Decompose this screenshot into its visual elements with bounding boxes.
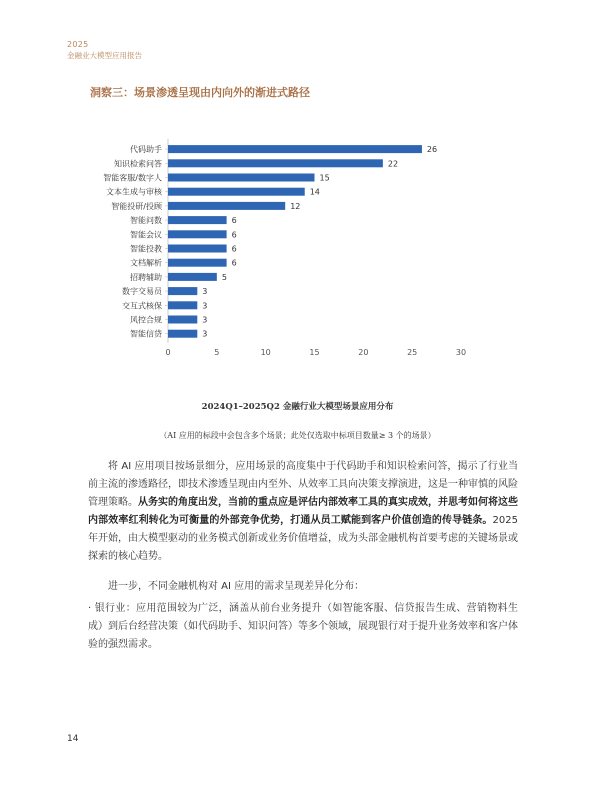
bar bbox=[168, 330, 197, 338]
data-label: 5 bbox=[221, 272, 227, 282]
report-year: 2025 bbox=[67, 40, 89, 49]
category-label: 智能投教 bbox=[130, 244, 162, 254]
category-label: 代码助手 bbox=[130, 145, 162, 155]
p1-bold-text: 从务实的角度出发，当前的重点应是评估内部效率工具的真实成效，并思考如何将这些内部效率红利转化为可衡量的外部竞争优势，打通从员工赋能到客户价值创造的传导链条。 bbox=[88, 497, 518, 526]
category-label: 知识检索问答 bbox=[114, 159, 162, 169]
data-label: 3 bbox=[202, 287, 208, 297]
body-paragraph-2: 进一步，不同金融机构对 AI 应用的需求呈现差异化分布： bbox=[108, 581, 365, 592]
report-title: 金融业大模型应用报告 bbox=[67, 51, 142, 60]
data-label: 22 bbox=[387, 159, 399, 169]
body-paragraph-banking: · 银行业：应用范围较为广泛，涵盖从前台业务提升（如智能客服、信贷报告生成、营销物料生成）到后台经营决策（如代码助手、知识问答）等多个领域，展现银行对于提升业务效率和客户体验的强烈需求。 bbox=[88, 603, 518, 650]
category-label: 风控合规 bbox=[130, 315, 162, 325]
chart-note: （AI 应用的标段中会包含多个场景；此处仅选取中标项目数量≥ 3 个的场景） bbox=[159, 431, 436, 440]
bar bbox=[168, 174, 315, 182]
page-number: 14 bbox=[67, 734, 79, 744]
p1-text-c: 2025 年开始，由大模型驱动的业务模式创新或业务价值增益，成为头部金融机构首要考虑的关键场景或探索的核心趋势。 bbox=[88, 515, 518, 562]
x-tick-label: 0 bbox=[165, 347, 171, 357]
x-tick-label: 5 bbox=[214, 347, 220, 357]
category-label: 智能投研/投顾 bbox=[111, 201, 162, 211]
p1-text-a: 将 AI 应用项目按场景细分，应用场景的高度集中于代码助手和知识检索问答，揭示了行业当前主流的渗透路径，即技术渗透呈现由内至外、从效率工具向决策支撑演进，这是一种审慎的风险管理策略。 bbox=[88, 461, 518, 508]
bar bbox=[168, 273, 217, 281]
bar bbox=[168, 287, 197, 295]
category-label: 智能信贷 bbox=[130, 329, 162, 339]
category-label: 智能客服/数字人 bbox=[103, 173, 162, 183]
bar bbox=[168, 259, 227, 267]
scenario-bar-chart bbox=[0, 135, 595, 360]
bar bbox=[168, 301, 197, 309]
data-label: 26 bbox=[426, 145, 438, 155]
section-title: 洞察三：场景渗透呈现由内向外的渐进式路径 bbox=[90, 86, 310, 99]
category-label: 智能问数 bbox=[130, 216, 162, 226]
category-label: 智能会议 bbox=[130, 230, 162, 240]
category-label: 数字交易员 bbox=[122, 287, 162, 297]
bar bbox=[168, 202, 285, 210]
x-tick-label: 30 bbox=[455, 347, 467, 357]
chart-title: 2024Q1–2025Q2 金融行业大模型场景应用分布 bbox=[201, 402, 394, 412]
bar bbox=[168, 245, 227, 253]
bar bbox=[168, 145, 422, 153]
bar bbox=[168, 216, 227, 224]
data-label: 15 bbox=[319, 173, 330, 183]
x-tick-label: 20 bbox=[358, 347, 369, 357]
data-label: 3 bbox=[202, 329, 208, 339]
x-tick-label: 25 bbox=[407, 347, 418, 357]
body-paragraph-1 bbox=[88, 458, 518, 566]
data-label: 6 bbox=[231, 244, 237, 254]
category-label: 文档解析 bbox=[130, 258, 162, 268]
category-label: 文本生成与审核 bbox=[106, 187, 162, 197]
bar bbox=[168, 230, 227, 238]
data-label: 3 bbox=[202, 301, 208, 311]
x-tick-label: 10 bbox=[260, 347, 271, 357]
data-label: 6 bbox=[231, 258, 237, 268]
bar bbox=[168, 316, 197, 324]
data-label: 14 bbox=[309, 187, 320, 197]
data-label: 6 bbox=[231, 216, 237, 226]
data-label: 3 bbox=[202, 315, 208, 325]
category-label: 招聘辅助 bbox=[130, 272, 162, 282]
bar bbox=[168, 159, 383, 167]
bar bbox=[168, 188, 305, 196]
category-label: 交互式核保 bbox=[122, 301, 162, 311]
data-label: 12 bbox=[290, 201, 301, 211]
x-tick-label: 15 bbox=[309, 347, 320, 357]
data-label: 6 bbox=[231, 230, 237, 240]
